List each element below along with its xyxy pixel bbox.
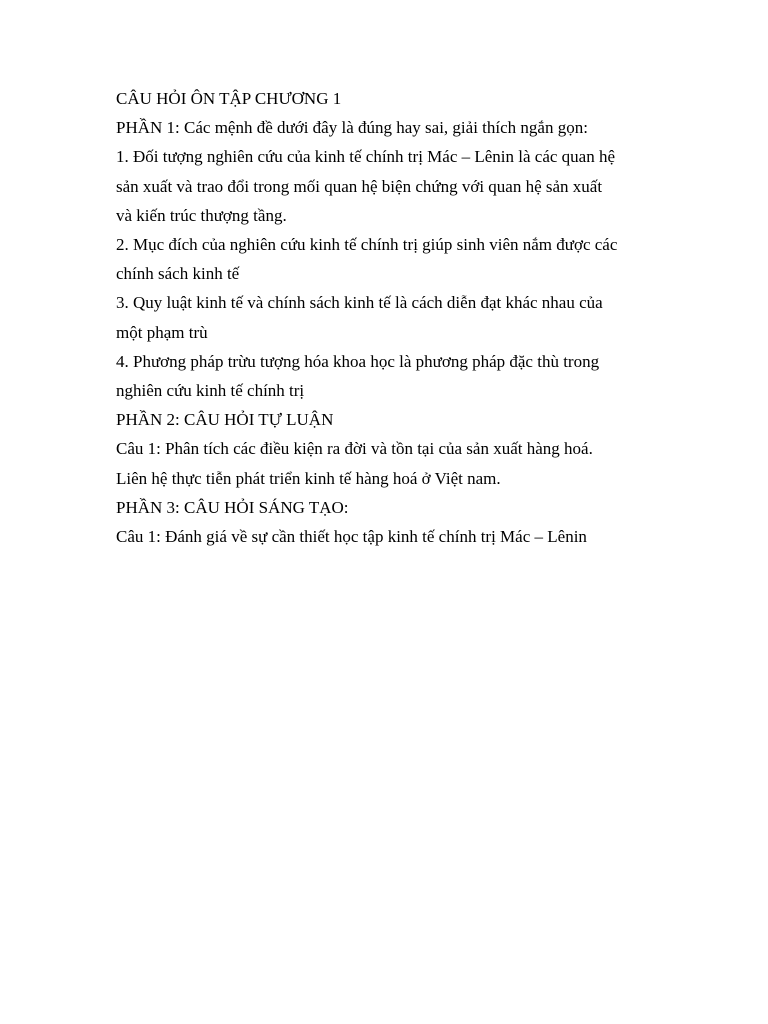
title-line: CÂU HỎI ÔN TẬP CHƯƠNG 1 (116, 89, 342, 108)
statement-1-line-1: 1. Đối tượng nghiên cứu của kinh tế chính trị Mác – Lênin là các quan hệ (116, 147, 616, 167)
part2-question-1-line-1: Câu 1: Phân tích các điều kiện ra đời và tồn tại của sản xuất hàng hoá. (116, 439, 593, 459)
statement-4 (116, 347, 661, 405)
part1-heading-line: PHẦN 1: Các mệnh đề dưới đây là đúng hay sai, giải thích ngắn gọn: (116, 118, 588, 138)
part2-question-1 (116, 434, 661, 492)
part3-question-1 (116, 522, 661, 551)
statement-3-line-2: một phạm trù (116, 322, 208, 342)
part2-heading-line: PHẦN 2: CÂU HỎI TỰ LUẬN (116, 410, 334, 430)
statement-1 (116, 142, 661, 230)
part2-heading (116, 405, 661, 434)
part3-question-1-line-1: Câu 1: Đánh giá về sự cần thiết học tập kinh tế chính trị Mác – Lênin (116, 527, 587, 547)
part1-heading (116, 113, 661, 142)
statement-1-line-3: và kiến trúc thượng tầng. (116, 205, 287, 225)
statement-2 (116, 230, 661, 288)
statement-4-line-1: 4. Phương pháp trừu tượng hóa khoa học là phương pháp đặc thù trong (116, 351, 600, 371)
statement-3-line-1: 3. Quy luật kinh tế và chính sách kinh tế là cách diễn đạt khác nhau của (116, 293, 603, 313)
statement-2-line-2: chính sách kinh tế (116, 264, 240, 284)
statement-3 (116, 288, 661, 346)
part3-heading (116, 493, 661, 522)
part3-heading-line: PHẦN 3: CÂU HỎI SÁNG TẠO: (116, 497, 349, 517)
statement-1-line-2: sản xuất và trao đổi trong mối quan hệ biện chứng với quan hệ sản xuất (116, 176, 603, 196)
document-title (116, 84, 661, 113)
statement-2-line-1: 2. Mục đích của nghiên cứu kinh tế chính trị giúp sinh viên nắm được các (116, 235, 618, 255)
statement-4-line-2: nghiên cứu kinh tế chính trị (116, 381, 305, 401)
document-body (116, 84, 661, 551)
part2-question-1-line-2: Liên hệ thực tiễn phát triển kinh tế hàng hoá ở Việt nam. (116, 468, 501, 488)
